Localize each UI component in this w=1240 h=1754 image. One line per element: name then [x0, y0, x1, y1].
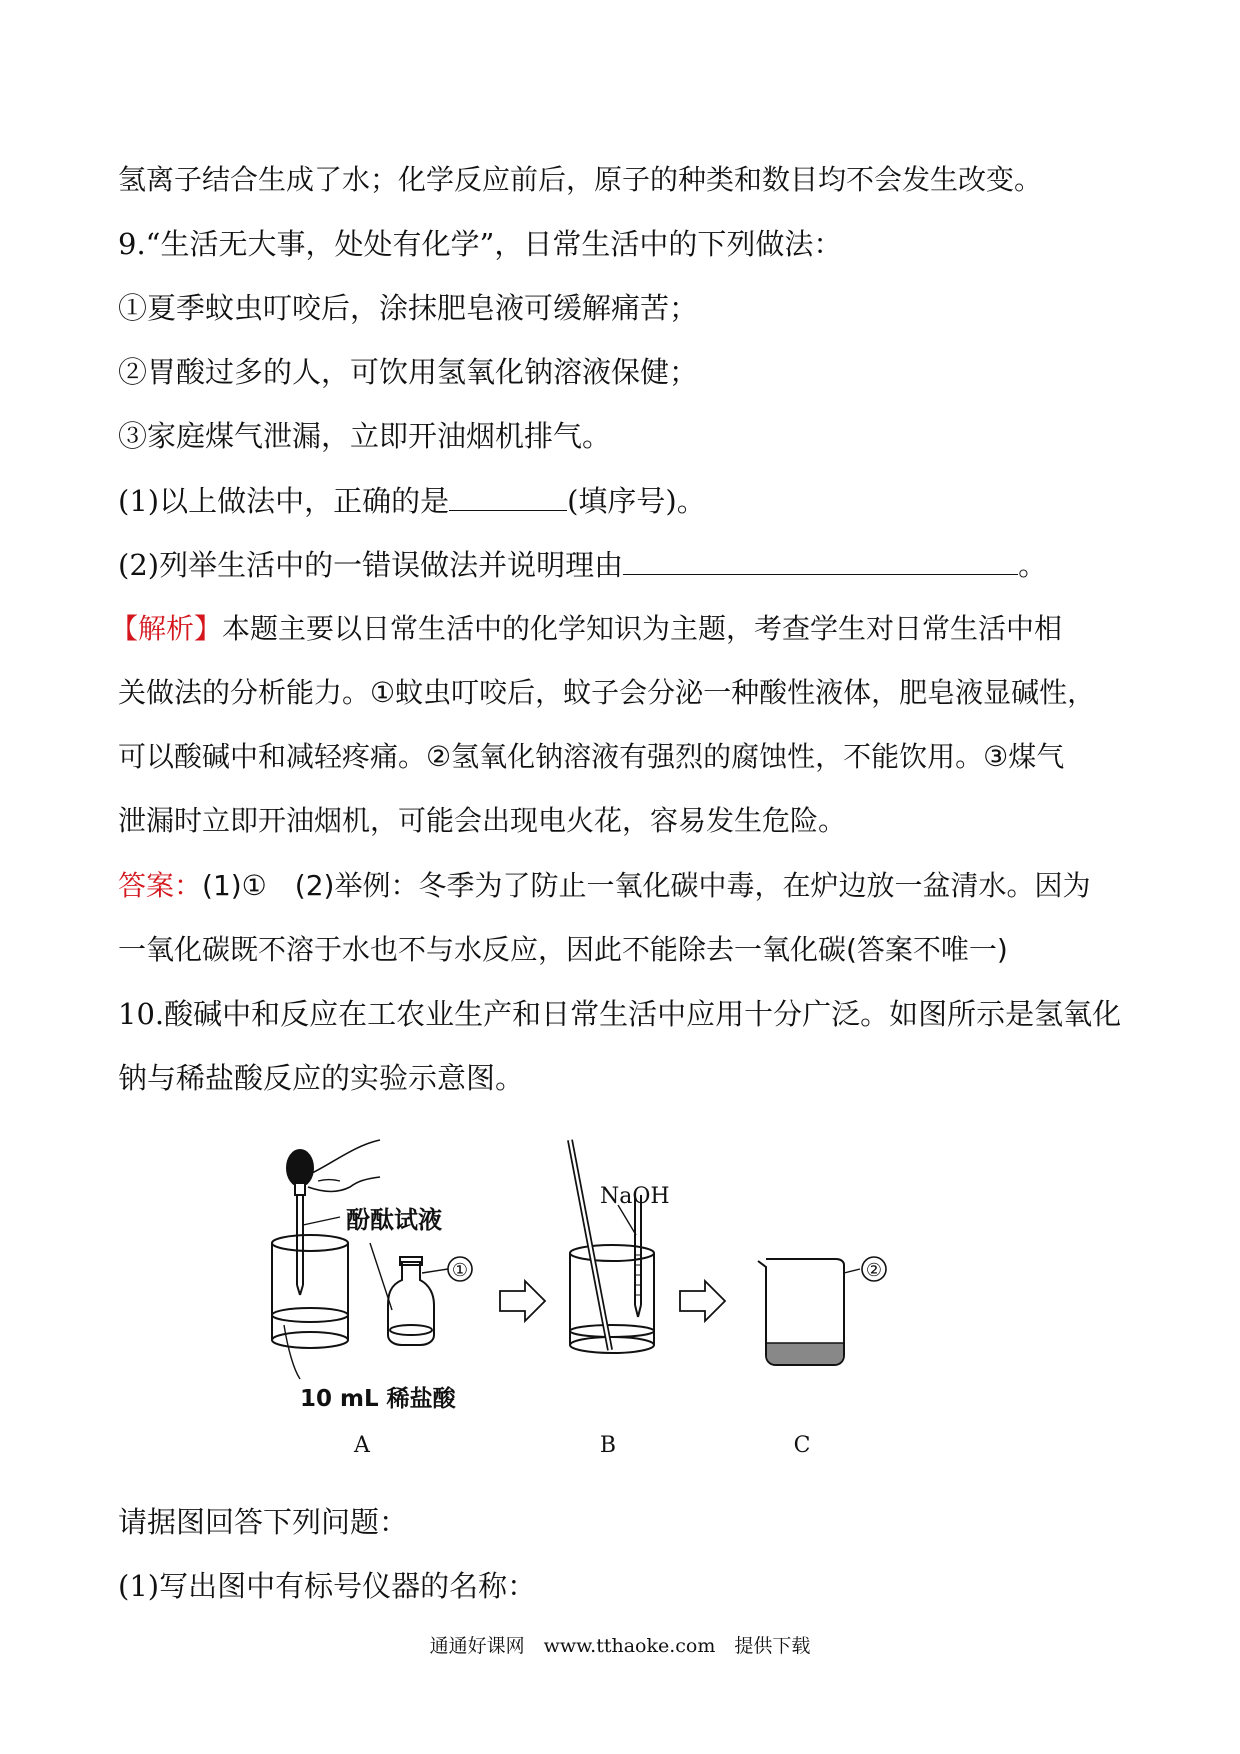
analysis-label: 【解析】: [110, 612, 223, 645]
beaker-c: [758, 1259, 844, 1365]
marker-2: ②: [865, 1260, 883, 1281]
label-naoh: NaOH: [600, 1184, 670, 1209]
answer-text-1: (1)① (2)举例：冬季为了防止一氧化碳中毒，在炉边放一盆清水。因为: [202, 869, 1091, 902]
q2-suffix: 。: [1018, 548, 1048, 582]
after-figure-line-1: 请据图回答下列问题：: [118, 1505, 409, 1539]
answer-blank-2: [623, 546, 1018, 575]
text-line-1: 氢离子结合生成了水；化学反应前后，原子的种类和数目均不会发生改变。: [118, 163, 1043, 196]
marker-1: ①: [451, 1260, 469, 1281]
question-10-line-1: 10.酸碱中和反应在工农业生产和日常生活中应用十分广泛。如图所示是氢氧化: [118, 997, 1122, 1031]
q1-prefix: (1)以上做法中，正确的是: [118, 484, 450, 518]
after-figure-line-2: (1)写出图中有标号仪器的名称：: [118, 1569, 537, 1603]
indicator-bottle: [388, 1257, 434, 1345]
question-10-line-2: 钠与稀盐酸反应的实验示意图。: [118, 1061, 525, 1095]
answer-line-2: 一氧化碳既不溶于水也不与水反应，因此不能除去一氧化碳(答案不唯一): [118, 933, 1008, 966]
label-acid: 10 mL 稀盐酸: [300, 1386, 456, 1412]
question-9-item-1: ①夏季蚊虫叮咬后，涂抹肥皂液可缓解痛苦；: [118, 291, 699, 325]
question-9-stem: 9.“生活无大事，处处有化学”，日常生活中的下列做法：: [118, 227, 843, 261]
analysis-line-3: 可以酸碱中和减轻疼痛。②氢氧化钠溶液有强烈的腐蚀性，不能饮用。③煤气: [118, 740, 1065, 773]
hand-outline: [308, 1140, 380, 1175]
analysis-text-1: 本题主要以日常生活中的化学知识为主题，考查学生对日常生活中相: [222, 612, 1063, 645]
question-9-part-2: [118, 545, 1128, 585]
analysis-line-2: 关做法的分析能力。①蚊虫叮咬后，蚊子会分泌一种酸性液体，肥皂液显碱性，: [118, 676, 1096, 709]
experiment-diagram: [270, 1135, 990, 1465]
caption-c: C: [793, 1433, 811, 1458]
answer-line-1: [118, 866, 1128, 906]
beaker-a: [272, 1235, 348, 1348]
analysis-line-1: [110, 609, 1128, 649]
caption-b: B: [599, 1433, 617, 1458]
question-9-item-2: ②胃酸过多的人，可饮用氢氧化钠溶液保健；: [118, 355, 699, 389]
question-9-item-3: ③家庭煤气泄漏，立即开油烟机排气。: [118, 419, 612, 453]
question-9-part-1: [118, 481, 1128, 521]
analysis-line-4: 泄漏时立即开油烟机，可能会出现电火花，容易发生危险。: [118, 804, 847, 837]
q2-prefix: (2)列举生活中的一错误做法并说明理由: [118, 548, 624, 582]
answer-blank-1: [449, 482, 567, 511]
answer-label: 答案：: [118, 869, 203, 902]
label-indicator: 酚酞试液: [346, 1206, 442, 1234]
dropper-icon: [287, 1150, 313, 1295]
q1-suffix: (填序号)。: [567, 484, 706, 518]
caption-a: A: [354, 1433, 370, 1458]
page-footer: 通通好课网 www.tthaoke.com 提供下载: [429, 1635, 811, 1657]
burette-tip-icon: [635, 1195, 641, 1317]
